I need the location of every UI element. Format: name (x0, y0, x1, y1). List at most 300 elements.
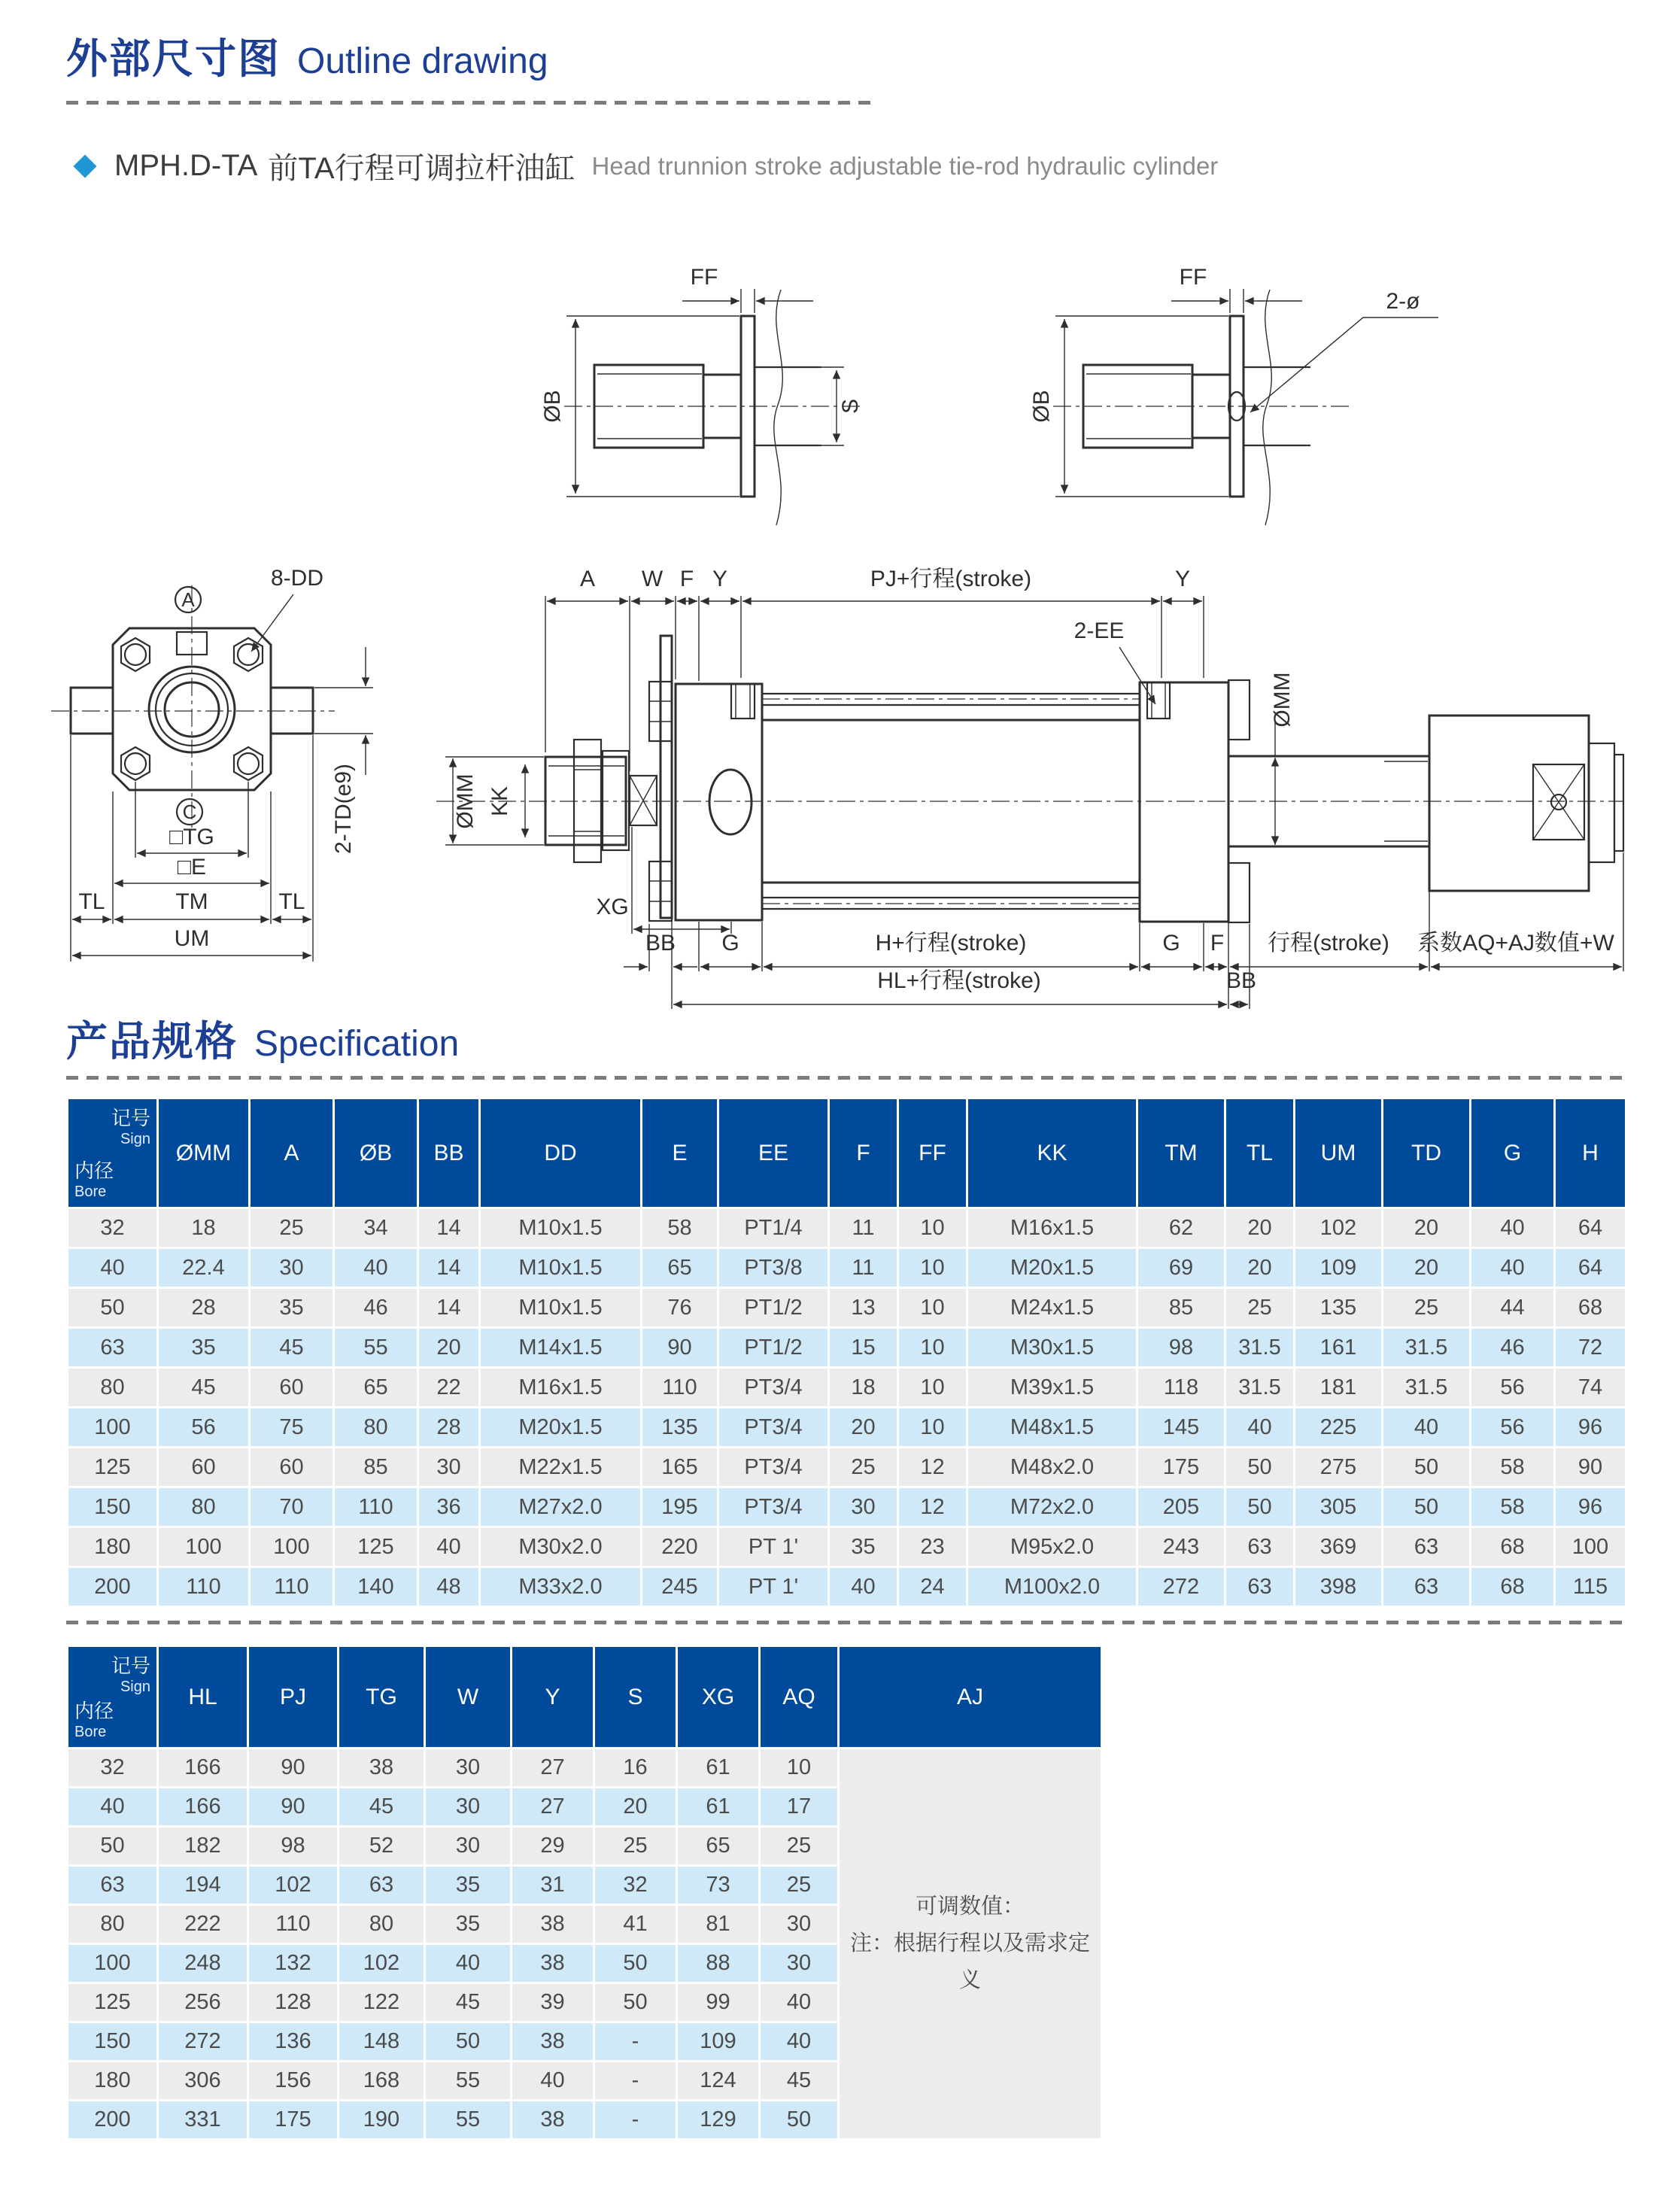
bore-cell: 40 (68, 1788, 158, 1827)
bore-cell: 100 (68, 1944, 158, 1983)
value-cell: 35 (425, 1866, 512, 1905)
table-row (68, 1328, 1626, 1368)
value-cell: 56 (1471, 1368, 1555, 1408)
table-corner-sign-bore: 记号 Sign 内径 Bore (68, 1098, 158, 1208)
dim-label: XG (596, 895, 629, 919)
value-cell: 122 (339, 1983, 425, 2022)
value-cell: 194 (158, 1866, 248, 1905)
value-cell: 256 (158, 1983, 248, 2022)
value-cell: PT 1' (718, 1527, 829, 1567)
value-cell: 15 (829, 1328, 898, 1368)
value-cell: 305 (1295, 1487, 1383, 1527)
value-cell: M72x2.0 (967, 1487, 1137, 1527)
value-cell: 25 (1225, 1288, 1295, 1328)
value-cell: 38 (512, 1944, 594, 1983)
value-cell: 140 (334, 1567, 418, 1607)
value-cell: 50 (760, 2101, 839, 2140)
value-cell: 40 (1471, 1248, 1555, 1288)
value-cell: 30 (418, 1448, 480, 1487)
table-row (68, 1487, 1626, 1527)
value-cell: 118 (1137, 1368, 1225, 1408)
value-cell: 272 (158, 2022, 248, 2062)
table-row (68, 1749, 1102, 1788)
value-cell: 45 (425, 1983, 512, 2022)
column-header: F (829, 1098, 898, 1208)
value-cell: 65 (334, 1368, 418, 1408)
value-cell: 14 (418, 1248, 480, 1288)
value-cell: 35 (250, 1288, 334, 1328)
dim-label: FF (690, 265, 718, 290)
value-cell: M95x2.0 (967, 1527, 1137, 1567)
value-cell: M10x1.5 (480, 1208, 642, 1248)
value-cell: 40 (1471, 1208, 1555, 1248)
detail-drawing-rod-end-1 (540, 265, 864, 525)
value-cell: 110 (248, 1905, 339, 1944)
value-cell: 10 (898, 1368, 967, 1408)
dashed-divider (66, 101, 873, 105)
column-header: TL (1225, 1098, 1295, 1208)
value-cell: 25 (594, 1827, 677, 1866)
value-cell: 20 (1225, 1208, 1295, 1248)
front-view-drawing (51, 566, 373, 962)
value-cell: M48x1.5 (967, 1408, 1137, 1448)
value-cell: PT3/4 (718, 1448, 829, 1487)
value-cell: 40 (418, 1527, 480, 1567)
value-cell: 96 (1555, 1408, 1626, 1448)
value-cell: 22.4 (158, 1248, 250, 1288)
value-cell: PT3/8 (718, 1248, 829, 1288)
value-cell: M48x2.0 (967, 1448, 1137, 1487)
value-cell: 132 (248, 1944, 339, 1983)
value-cell: 10 (898, 1208, 967, 1248)
dim-label: TL (78, 889, 105, 914)
product-name-zh: 前TA行程可调拉杆油缸 (268, 152, 575, 185)
value-cell: 25 (250, 1208, 334, 1248)
value-cell: 38 (512, 2101, 594, 2140)
value-cell: 190 (339, 2101, 425, 2140)
value-cell: 45 (158, 1368, 250, 1408)
value-cell: 50 (1383, 1487, 1471, 1527)
value-cell: 50 (594, 1983, 677, 2022)
value-cell: 222 (158, 1905, 248, 1944)
value-cell: 31.5 (1383, 1328, 1471, 1368)
value-cell: 50 (1225, 1487, 1295, 1527)
value-cell: 10 (760, 1749, 839, 1788)
dim-label: 行程(stroke) (1268, 931, 1389, 956)
value-cell: 109 (677, 2022, 760, 2062)
view-label: C (182, 801, 197, 823)
value-cell: - (594, 2062, 677, 2101)
value-cell: 369 (1295, 1527, 1383, 1567)
value-cell: M33x2.0 (480, 1567, 642, 1607)
value-cell: 25 (760, 1866, 839, 1905)
value-cell: PT3/4 (718, 1487, 829, 1527)
bore-cell: 50 (68, 1827, 158, 1866)
value-cell: 68 (1471, 1567, 1555, 1607)
value-cell: 65 (677, 1827, 760, 1866)
value-cell: 50 (1225, 1448, 1295, 1487)
value-cell: 40 (760, 2022, 839, 2062)
value-cell: 175 (248, 2101, 339, 2140)
value-cell: 248 (158, 1944, 248, 1983)
value-cell: 110 (642, 1368, 718, 1408)
column-header: S (594, 1646, 677, 1749)
value-cell: PT3/4 (718, 1408, 829, 1448)
value-cell: 75 (250, 1408, 334, 1448)
dim-label: G (1162, 931, 1180, 956)
value-cell: 98 (248, 1827, 339, 1866)
dim-label: 2-ø (1386, 289, 1420, 314)
dim-label: F (679, 567, 694, 591)
value-cell: 61 (677, 1788, 760, 1827)
value-cell: 55 (334, 1328, 418, 1368)
dim-label: □E (177, 855, 207, 880)
main-side-view-drawing (436, 567, 1623, 1009)
value-cell: M30x1.5 (967, 1328, 1137, 1368)
bore-cell: 200 (68, 1567, 158, 1607)
column-header: XG (677, 1646, 760, 1749)
value-cell: M16x1.5 (967, 1208, 1137, 1248)
value-cell: 41 (594, 1905, 677, 1944)
value-cell: 306 (158, 2062, 248, 2101)
diamond-bullet-icon (73, 154, 96, 178)
dim-label: Y (1174, 567, 1191, 591)
value-cell: 99 (677, 1983, 760, 2022)
value-cell: 31.5 (1225, 1328, 1295, 1368)
dim-label: F (1210, 931, 1225, 956)
value-cell: 23 (898, 1527, 967, 1567)
value-cell: 58 (1471, 1448, 1555, 1487)
dim-label: HL+行程(stroke) (877, 968, 1041, 993)
section2-title-en: Specification (254, 1024, 460, 1064)
value-cell: 88 (677, 1944, 760, 1983)
value-cell: 181 (1295, 1368, 1383, 1408)
value-cell: 243 (1137, 1527, 1225, 1567)
dim-label: □TG (169, 825, 214, 849)
value-cell: 161 (1295, 1328, 1383, 1368)
dim-label: Y (712, 567, 728, 591)
value-cell: 13 (829, 1288, 898, 1328)
value-cell: PT 1' (718, 1567, 829, 1607)
value-cell: 30 (250, 1248, 334, 1288)
value-cell: 135 (642, 1408, 718, 1448)
value-cell: 31.5 (1225, 1368, 1295, 1408)
value-cell: 135 (1295, 1288, 1383, 1328)
value-cell: 124 (677, 2062, 760, 2101)
value-cell: 74 (1555, 1368, 1626, 1408)
value-cell: PT3/4 (718, 1368, 829, 1408)
product-model: MPH.D-TA (114, 149, 258, 182)
value-cell: 145 (1137, 1408, 1225, 1448)
column-header: DD (480, 1098, 642, 1208)
value-cell: M30x2.0 (480, 1527, 642, 1567)
value-cell: 68 (1555, 1288, 1626, 1328)
dim-label: FF (1179, 265, 1207, 290)
value-cell: M100x2.0 (967, 1567, 1137, 1607)
section-title-specification (66, 1008, 459, 1068)
value-cell: PT1/2 (718, 1288, 829, 1328)
value-cell: 32 (594, 1866, 677, 1905)
value-cell: 65 (642, 1248, 718, 1288)
value-cell: 20 (1383, 1248, 1471, 1288)
value-cell: 168 (339, 2062, 425, 2101)
value-cell: 62 (1137, 1208, 1225, 1248)
column-header: HL (158, 1646, 248, 1749)
bore-cell: 32 (68, 1749, 158, 1788)
value-cell: 46 (334, 1288, 418, 1328)
value-cell: M10x1.5 (480, 1248, 642, 1288)
product-name-en: Head trunnion stroke adjustable tie-rod hydraulic cylinder (591, 151, 1219, 180)
value-cell: 25 (760, 1827, 839, 1866)
dim-label: G (721, 931, 739, 956)
bore-cell: 200 (68, 2101, 158, 2140)
value-cell: 110 (334, 1487, 418, 1527)
value-cell: 70 (250, 1487, 334, 1527)
value-cell: 63 (1225, 1527, 1295, 1567)
value-cell: 18 (829, 1368, 898, 1408)
value-cell: 16 (594, 1749, 677, 1788)
value-cell: 30 (760, 1944, 839, 1983)
column-header: A (250, 1098, 334, 1208)
value-cell: M27x2.0 (480, 1487, 642, 1527)
bore-cell: 50 (68, 1288, 158, 1328)
value-cell: 60 (158, 1448, 250, 1487)
value-cell: 63 (1383, 1527, 1471, 1567)
outline-drawing-figure (38, 226, 1625, 1053)
dim-label: ØMM (453, 773, 478, 829)
dim-label: BB (645, 931, 676, 956)
dim-label: TL (278, 889, 305, 914)
table-row (68, 1408, 1626, 1448)
dim-label: 2-TD(e9) (331, 763, 356, 855)
value-cell: 28 (418, 1408, 480, 1448)
detail-drawing-rod-end-2 (1029, 265, 1438, 525)
section1-title-zh: 外部尺寸图 (66, 35, 281, 82)
bore-cell: 125 (68, 1983, 158, 2022)
value-cell: 48 (418, 1567, 480, 1607)
value-cell: 10 (898, 1408, 967, 1448)
section-title-outline-drawing (66, 26, 548, 85)
value-cell: PT1/2 (718, 1328, 829, 1368)
value-cell: 90 (248, 1788, 339, 1827)
value-cell: 61 (677, 1749, 760, 1788)
value-cell: 64 (1555, 1248, 1626, 1288)
table-row (68, 1527, 1626, 1567)
value-cell: 63 (1383, 1567, 1471, 1607)
value-cell: 35 (158, 1328, 250, 1368)
value-cell: 100 (250, 1527, 334, 1567)
bore-cell: 150 (68, 1487, 158, 1527)
value-cell: 55 (425, 2101, 512, 2140)
value-cell: 182 (158, 1827, 248, 1866)
value-cell: 80 (339, 1905, 425, 1944)
value-cell: PT1/4 (718, 1208, 829, 1248)
dim-label: S (838, 398, 863, 415)
value-cell: 102 (248, 1866, 339, 1905)
bore-cell: 180 (68, 2062, 158, 2101)
value-cell: 85 (334, 1448, 418, 1487)
dim-label: H+行程(stroke) (875, 931, 1027, 956)
column-header: E (642, 1098, 718, 1208)
value-cell: 35 (829, 1527, 898, 1567)
dim-label: 2-EE (1073, 618, 1125, 643)
table-row (68, 1448, 1626, 1487)
value-cell: 29 (512, 1827, 594, 1866)
view-label: A (181, 588, 195, 611)
value-cell: M10x1.5 (480, 1288, 642, 1328)
value-cell: 10 (898, 1248, 967, 1288)
value-cell: 28 (158, 1288, 250, 1328)
value-cell: 50 (1383, 1448, 1471, 1487)
value-cell: 100 (158, 1527, 250, 1567)
value-cell: 90 (1555, 1448, 1626, 1487)
dim-label: UM (174, 926, 210, 951)
value-cell: 31 (512, 1866, 594, 1905)
value-cell: 38 (512, 1905, 594, 1944)
dim-label: ØB (540, 390, 565, 423)
bore-cell: 40 (68, 1248, 158, 1288)
value-cell: 110 (158, 1567, 250, 1607)
value-cell: 175 (1137, 1448, 1225, 1487)
dim-label: TM (175, 889, 208, 914)
value-cell: 27 (512, 1788, 594, 1827)
dim-label: A (579, 567, 596, 591)
value-cell: 18 (158, 1208, 250, 1248)
value-cell: 272 (1137, 1567, 1225, 1607)
column-header: BB (418, 1098, 480, 1208)
value-cell: 245 (642, 1567, 718, 1607)
value-cell: 31.5 (1383, 1368, 1471, 1408)
value-cell: 60 (250, 1448, 334, 1487)
bore-cell: 63 (68, 1866, 158, 1905)
value-cell: 195 (642, 1487, 718, 1527)
value-cell: 331 (158, 2101, 248, 2140)
value-cell: 85 (1137, 1288, 1225, 1328)
value-cell: 36 (418, 1487, 480, 1527)
value-cell: 63 (339, 1866, 425, 1905)
dim-label: BB (1225, 968, 1257, 993)
column-header: ØMM (158, 1098, 250, 1208)
value-cell: 12 (898, 1487, 967, 1527)
value-cell: 398 (1295, 1567, 1383, 1607)
value-cell: 58 (1471, 1487, 1555, 1527)
section2-title-zh: 产品规格 (66, 1018, 238, 1065)
value-cell: M20x1.5 (967, 1248, 1137, 1288)
table-row (68, 1208, 1626, 1248)
dim-label: 8-DD (270, 566, 324, 591)
value-cell: 220 (642, 1527, 718, 1567)
value-cell: 20 (829, 1408, 898, 1448)
value-cell: 40 (1383, 1408, 1471, 1448)
value-cell: 30 (425, 1788, 512, 1827)
value-cell: 30 (425, 1749, 512, 1788)
value-cell: 11 (829, 1208, 898, 1248)
value-cell: 11 (829, 1248, 898, 1288)
value-cell: 20 (418, 1328, 480, 1368)
value-cell: 73 (677, 1866, 760, 1905)
value-cell: 24 (898, 1567, 967, 1607)
table-row (68, 1288, 1626, 1328)
value-cell: 39 (512, 1983, 594, 2022)
value-cell: 50 (425, 2022, 512, 2062)
column-header: Y (512, 1646, 594, 1749)
bore-cell: 80 (68, 1905, 158, 1944)
column-header: TD (1383, 1098, 1471, 1208)
value-cell: 60 (250, 1368, 334, 1408)
value-cell: 30 (425, 1827, 512, 1866)
dim-label: ØB (1029, 390, 1054, 423)
value-cell: 40 (760, 1983, 839, 2022)
dim-label: 系数AQ+AJ数值+W (1417, 931, 1614, 956)
value-cell: 10 (898, 1328, 967, 1368)
column-header: AJ (839, 1646, 1102, 1749)
value-cell: 20 (1225, 1248, 1295, 1288)
table-row (68, 1567, 1626, 1607)
value-cell: 90 (248, 1749, 339, 1788)
bore-cell: 32 (68, 1208, 158, 1248)
value-cell: 40 (1225, 1408, 1295, 1448)
value-cell: M14x1.5 (480, 1328, 642, 1368)
value-cell: 50 (594, 1944, 677, 1983)
bore-cell: 180 (68, 1527, 158, 1567)
column-header: TM (1137, 1098, 1225, 1208)
value-cell: 17 (760, 1788, 839, 1827)
table-row (68, 1368, 1626, 1408)
value-cell: M16x1.5 (480, 1368, 642, 1408)
value-cell: 38 (339, 1749, 425, 1788)
value-cell: 40 (334, 1248, 418, 1288)
value-cell: 148 (339, 2022, 425, 2062)
value-cell: 80 (158, 1487, 250, 1527)
value-cell: 156 (248, 2062, 339, 2101)
value-cell: 166 (158, 1788, 248, 1827)
value-cell: 165 (642, 1448, 718, 1487)
dim-label: KK (487, 785, 512, 817)
column-header: KK (967, 1098, 1137, 1208)
specification-table-dimensions (66, 1097, 1627, 1608)
value-cell: 80 (334, 1408, 418, 1448)
column-header: ØB (334, 1098, 418, 1208)
bore-cell: 150 (68, 2022, 158, 2062)
value-cell: 98 (1137, 1328, 1225, 1368)
bore-cell: 100 (68, 1408, 158, 1448)
bore-cell: 80 (68, 1368, 158, 1408)
value-cell: 225 (1295, 1408, 1383, 1448)
value-cell: 40 (512, 2062, 594, 2101)
specification-table-stroke (66, 1645, 1103, 2141)
value-cell: 109 (1295, 1248, 1383, 1288)
value-cell: 14 (418, 1288, 480, 1328)
column-header: TG (339, 1646, 425, 1749)
value-cell: 20 (594, 1788, 677, 1827)
value-cell: 27 (512, 1749, 594, 1788)
dim-label: PJ+行程(stroke) (870, 567, 1032, 591)
dashed-divider (66, 1621, 1625, 1624)
value-cell: - (594, 2101, 677, 2140)
value-cell: 40 (425, 1944, 512, 1983)
value-cell: 115 (1555, 1567, 1626, 1607)
value-cell: 63 (1225, 1567, 1295, 1607)
value-cell: 69 (1137, 1248, 1225, 1288)
value-cell: 100 (1555, 1527, 1626, 1567)
value-cell: 35 (425, 1905, 512, 1944)
value-cell: 136 (248, 2022, 339, 2062)
value-cell: 10 (898, 1288, 967, 1328)
value-cell: 34 (334, 1208, 418, 1248)
value-cell: 25 (829, 1448, 898, 1487)
value-cell: 64 (1555, 1208, 1626, 1248)
value-cell: 46 (1471, 1328, 1555, 1368)
